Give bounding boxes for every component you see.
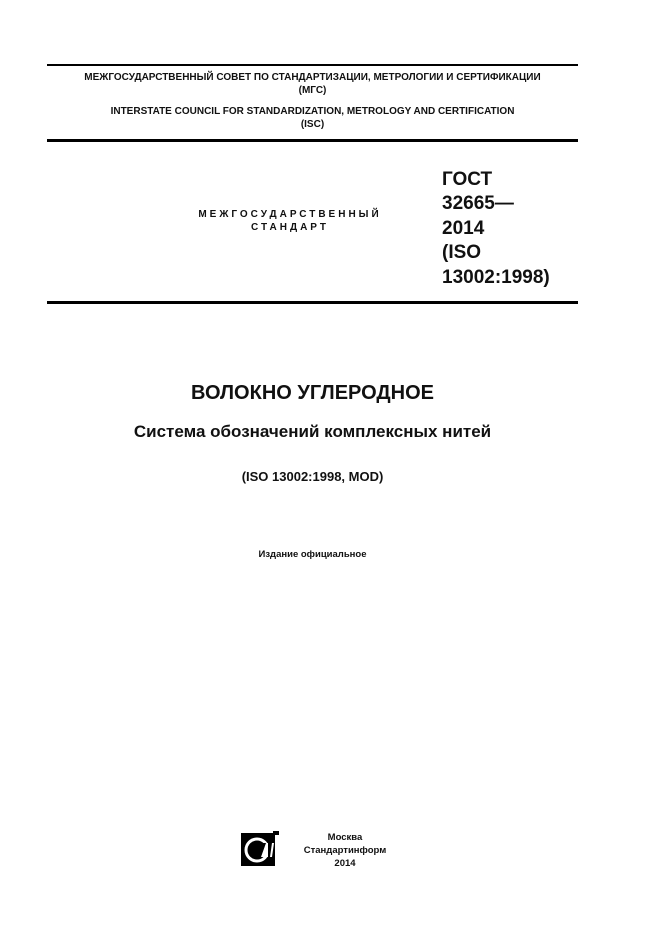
- edition-note: Издание официальное: [258, 549, 367, 560]
- standard-type-line2: СТАНДАРТ: [251, 222, 329, 233]
- publisher-city: Москва: [327, 832, 363, 843]
- standard-type-line1: МЕЖГОСУДАРСТВЕННЫЙ: [198, 209, 382, 220]
- council-en: INTERSTATE COUNCIL FOR STANDARDIZATION, METROLOGY AND CERTIFICATION: [110, 106, 515, 117]
- council-en-abbr: (ISC): [300, 119, 325, 130]
- iso-reference: (ISO 13002:1998, MOD): [241, 469, 384, 484]
- gost-line3: 2014: [442, 218, 485, 239]
- council-ru-abbr: (МГС): [298, 85, 327, 96]
- council-ru: МЕЖГОСУДАРСТВЕННЫЙ СОВЕТ ПО СТАНДАРТИЗАЦИИ, МЕТРОЛОГИИ И СЕРТИФИКАЦИИ: [84, 72, 541, 83]
- gost-line4: (ISO: [442, 242, 482, 263]
- gost-line5: 13002:1998): [442, 267, 550, 288]
- document-subtitle: Система обозначений комплексных нитей: [133, 422, 492, 441]
- publisher-name: Стандартинформ: [303, 845, 387, 856]
- standartinform-logo-icon: [240, 831, 280, 867]
- designation-bottom-rule: [47, 301, 578, 304]
- publisher-year: 2014: [334, 858, 356, 869]
- header-bottom-rule: [47, 139, 578, 142]
- gost-line2: 32665—: [442, 193, 514, 214]
- gost-line1: ГОСТ: [442, 169, 493, 190]
- document-title: ВОЛОКНО УГЛЕРОДНОЕ: [191, 382, 434, 404]
- top-rule: [47, 64, 578, 66]
